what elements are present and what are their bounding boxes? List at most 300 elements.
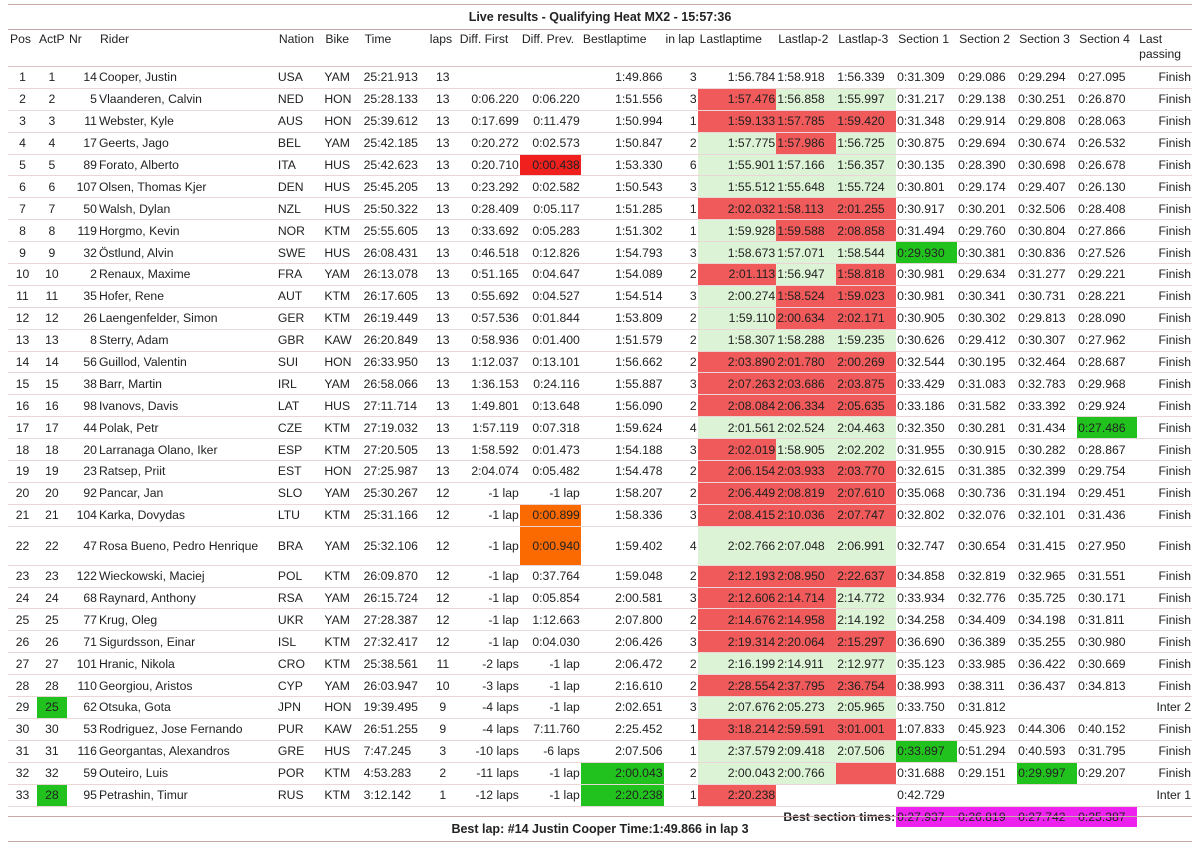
cell-diff-first: 0:20.710 xyxy=(458,154,520,176)
cell-lastlaptime: 2:20.238 xyxy=(698,784,777,806)
cell-lastlap-3: 3:01.001 xyxy=(836,718,896,740)
cell-actp: 25 xyxy=(37,697,67,719)
cell-lastlap-2: 2:59.591 xyxy=(776,718,836,740)
cell-nr: 92 xyxy=(67,482,98,504)
cell-time: 26:51.255 xyxy=(363,718,428,740)
cell-pos: 13 xyxy=(8,329,37,351)
cell-lastlaptime: 2:01.113 xyxy=(698,264,777,286)
cell-last-passing: Finish xyxy=(1137,631,1192,653)
cell-bestlaptime: 2:00.581 xyxy=(581,587,664,609)
cell-last-passing: Finish xyxy=(1137,461,1192,483)
cell-rider: Geerts, Jago xyxy=(98,132,277,154)
cell-time: 26:20.849 xyxy=(363,329,428,351)
table-row xyxy=(8,697,1192,719)
cell-time: 25:42.623 xyxy=(363,154,428,176)
cell-nr: 20 xyxy=(67,439,98,461)
table-row xyxy=(8,439,1192,461)
cell-last-passing: Finish xyxy=(1137,482,1192,504)
cell-section-2: 0:33.985 xyxy=(957,653,1017,675)
cell-lastlaptime: 1:55.901 xyxy=(698,154,777,176)
cell-lastlap-3: 1:55.724 xyxy=(836,176,896,198)
cell-bike: YAM xyxy=(323,482,362,504)
cell-pos: 2 xyxy=(8,88,37,110)
cell-diff-first: -10 laps xyxy=(458,740,520,762)
best-lap-footer: Best lap: #14 Justin Cooper Time:1:49.866 in lap 3 xyxy=(8,816,1192,842)
cell-diff-first: 0:06.220 xyxy=(458,88,520,110)
cell-lastlaptime: 2:07.676 xyxy=(698,697,777,719)
cell-section-1: 0:32.615 xyxy=(896,461,957,483)
cell-section-4: 0:30.980 xyxy=(1077,631,1137,653)
cell-lastlap-2: 1:58.905 xyxy=(776,439,836,461)
cell-lastlap-2: 2:37.795 xyxy=(776,675,836,697)
cell-pos: 31 xyxy=(8,740,37,762)
cell-section-3: 0:30.804 xyxy=(1017,220,1077,242)
cell-nr: 5 xyxy=(67,88,98,110)
table-row xyxy=(8,609,1192,631)
cell-lastlaptime: 2:07.263 xyxy=(698,373,777,395)
cell-bike: HON xyxy=(323,461,362,483)
cell-time: 27:32.417 xyxy=(363,631,428,653)
cell-bike: HON xyxy=(323,110,362,132)
cell-pos: 11 xyxy=(8,285,37,307)
cell-section-3: 0:30.674 xyxy=(1017,132,1077,154)
cell-section-4: 0:30.669 xyxy=(1077,653,1137,675)
cell-nr: 47 xyxy=(67,526,98,565)
cell-section-3: 0:32.783 xyxy=(1017,373,1077,395)
cell-rider: Vlaanderen, Calvin xyxy=(98,88,277,110)
cell-section-2: 0:29.086 xyxy=(957,67,1017,89)
header-time: Time xyxy=(363,30,428,67)
cell-in-lap: 1 xyxy=(664,740,698,762)
cell-section-2 xyxy=(957,784,1017,806)
cell-section-2: 0:51.294 xyxy=(957,740,1017,762)
cell-section-3: 0:35.255 xyxy=(1017,631,1077,653)
cell-pos: 20 xyxy=(8,482,37,504)
cell-pos: 17 xyxy=(8,417,37,439)
cell-in-lap: 2 xyxy=(664,329,698,351)
cell-time: 25:32.106 xyxy=(363,526,428,565)
cell-lastlaptime: 1:59.110 xyxy=(698,307,777,329)
cell-diff-first: 1:12.037 xyxy=(458,351,520,373)
cell-in-lap: 2 xyxy=(664,351,698,373)
cell-lastlaptime: 2:02.019 xyxy=(698,439,777,461)
cell-bestlaptime: 1:51.556 xyxy=(581,88,664,110)
cell-pos: 33 xyxy=(8,784,37,806)
cell-actp: 6 xyxy=(37,176,67,198)
cell-actp: 25 xyxy=(37,609,67,631)
cell-section-4: 0:27.962 xyxy=(1077,329,1137,351)
header-nr: Nr xyxy=(67,30,98,67)
cell-lastlap-2: 1:59.588 xyxy=(776,220,836,242)
cell-nation: ESP xyxy=(277,439,324,461)
cell-actp: 31 xyxy=(37,740,67,762)
cell-lastlap-3: 2:06.991 xyxy=(836,526,896,565)
cell-time: 25:55.605 xyxy=(363,220,428,242)
cell-time: 25:30.267 xyxy=(363,482,428,504)
cell-nation: PUR xyxy=(277,718,324,740)
cell-diff-first: 0:51.165 xyxy=(458,264,520,286)
cell-section-4: 0:26.532 xyxy=(1077,132,1137,154)
cell-diff-prev: 0:11.479 xyxy=(520,110,581,132)
cell-diff-first: -1 lap xyxy=(458,587,520,609)
cell-rider: Georgiou, Aristos xyxy=(98,675,277,697)
cell-section-3: 0:29.813 xyxy=(1017,307,1077,329)
cell-lastlaptime: 2:06.154 xyxy=(698,461,777,483)
cell-section-1: 0:36.690 xyxy=(896,631,957,653)
cell-rider: Raynard, Anthony xyxy=(98,587,277,609)
cell-in-lap: 3 xyxy=(664,67,698,89)
cell-section-1: 0:30.917 xyxy=(896,198,957,220)
cell-laps: 12 xyxy=(428,609,458,631)
cell-section-3: 0:29.997 xyxy=(1017,762,1077,784)
cell-lastlap-2: 1:55.648 xyxy=(776,176,836,198)
cell-pos: 27 xyxy=(8,653,37,675)
cell-laps: 13 xyxy=(428,307,458,329)
cell-last-passing: Finish xyxy=(1137,740,1192,762)
cell-section-2: 0:30.736 xyxy=(957,482,1017,504)
cell-section-4: 0:27.486 xyxy=(1077,417,1137,439)
cell-nation: CZE xyxy=(277,417,324,439)
cell-lastlaptime: 1:58.673 xyxy=(698,242,777,264)
cell-diff-prev: 0:01.473 xyxy=(520,439,581,461)
cell-section-3: 0:34.198 xyxy=(1017,609,1077,631)
cell-diff-first: -12 laps xyxy=(458,784,520,806)
cell-section-4: 0:28.687 xyxy=(1077,351,1137,373)
cell-bike: KTM xyxy=(323,220,362,242)
cell-lastlaptime: 2:00.274 xyxy=(698,285,777,307)
cell-section-3: 0:31.434 xyxy=(1017,417,1077,439)
cell-nation: POL xyxy=(277,565,324,587)
cell-diff-prev: 0:00.899 xyxy=(520,504,581,526)
cell-lastlap-3: 2:14.772 xyxy=(836,587,896,609)
cell-bike: KTM xyxy=(323,653,362,675)
cell-rider: Renaux, Maxime xyxy=(98,264,277,286)
cell-pos: 15 xyxy=(8,373,37,395)
cell-bike: YAM xyxy=(323,373,362,395)
cell-section-1: 0:32.747 xyxy=(896,526,957,565)
cell-section-1: 0:34.858 xyxy=(896,565,957,587)
cell-section-1: 0:30.801 xyxy=(896,176,957,198)
cell-pos: 7 xyxy=(8,198,37,220)
cell-lastlap-2: 1:58.524 xyxy=(776,285,836,307)
cell-bestlaptime: 1:56.662 xyxy=(581,351,664,373)
cell-lastlaptime: 1:55.512 xyxy=(698,176,777,198)
cell-section-2: 0:30.281 xyxy=(957,417,1017,439)
cell-bestlaptime: 1:51.579 xyxy=(581,329,664,351)
table-row xyxy=(8,461,1192,483)
cell-section-1: 0:30.626 xyxy=(896,329,957,351)
cell-nation: NED xyxy=(277,88,324,110)
cell-section-3: 0:44.306 xyxy=(1017,718,1077,740)
cell-pos: 5 xyxy=(8,154,37,176)
cell-time: 25:38.561 xyxy=(363,653,428,675)
cell-laps: 12 xyxy=(428,504,458,526)
cell-section-4 xyxy=(1077,697,1137,719)
cell-laps: 13 xyxy=(428,373,458,395)
cell-section-2: 0:30.302 xyxy=(957,307,1017,329)
cell-rider: Laengenfelder, Simon xyxy=(98,307,277,329)
table-row xyxy=(8,198,1192,220)
cell-lastlap-3: 1:58.544 xyxy=(836,242,896,264)
cell-section-4: 0:31.436 xyxy=(1077,504,1137,526)
cell-rider: Olsen, Thomas Kjer xyxy=(98,176,277,198)
cell-diff-first: 2:04.074 xyxy=(458,461,520,483)
cell-bestlaptime: 2:07.800 xyxy=(581,609,664,631)
cell-pos: 3 xyxy=(8,110,37,132)
table-row xyxy=(8,264,1192,286)
cell-last-passing: Inter 1 xyxy=(1137,784,1192,806)
cell-nation: FRA xyxy=(277,264,324,286)
cell-section-2: 0:45.923 xyxy=(957,718,1017,740)
cell-nation: SWE xyxy=(277,242,324,264)
cell-section-3: 0:30.307 xyxy=(1017,329,1077,351)
cell-laps: 9 xyxy=(428,697,458,719)
cell-time: 25:45.205 xyxy=(363,176,428,198)
best-section-4: 0:25.387 xyxy=(1077,806,1137,827)
cell-section-1: 0:31.217 xyxy=(896,88,957,110)
cell-lastlap-2: 1:58.288 xyxy=(776,329,836,351)
cell-section-2: 0:30.915 xyxy=(957,439,1017,461)
cell-actp: 20 xyxy=(37,482,67,504)
cell-section-2: 0:32.819 xyxy=(957,565,1017,587)
header-lastlap-3: Lastlap-3 xyxy=(836,30,896,67)
cell-actp: 18 xyxy=(37,439,67,461)
cell-lastlap-3: 2:02.202 xyxy=(836,439,896,461)
cell-lastlaptime: 1:57.476 xyxy=(698,88,777,110)
cell-nr: 62 xyxy=(67,697,98,719)
cell-in-lap: 2 xyxy=(664,762,698,784)
table-row xyxy=(8,718,1192,740)
cell-rider: Webster, Kyle xyxy=(98,110,277,132)
cell-bike: HON xyxy=(323,697,362,719)
cell-rider: Wieckowski, Maciej xyxy=(98,565,277,587)
cell-diff-first: -1 lap xyxy=(458,482,520,504)
cell-bike: YAM xyxy=(323,132,362,154)
cell-pos: 8 xyxy=(8,220,37,242)
cell-section-4: 0:28.408 xyxy=(1077,198,1137,220)
cell-lastlaptime: 2:14.676 xyxy=(698,609,777,631)
cell-actp: 19 xyxy=(37,461,67,483)
cell-laps: 12 xyxy=(428,631,458,653)
table-row xyxy=(8,67,1192,89)
cell-section-3: 0:31.194 xyxy=(1017,482,1077,504)
table-row xyxy=(8,395,1192,417)
cell-rider: Petrashin, Timur xyxy=(98,784,277,806)
cell-in-lap: 3 xyxy=(664,439,698,461)
cell-last-passing: Finish xyxy=(1137,67,1192,89)
cell-section-2: 0:29.694 xyxy=(957,132,1017,154)
cell-section-4: 0:28.867 xyxy=(1077,439,1137,461)
cell-section-1: 0:32.350 xyxy=(896,417,957,439)
cell-nation: GBR xyxy=(277,329,324,351)
cell-nr: 119 xyxy=(67,220,98,242)
cell-diff-prev: 0:07.318 xyxy=(520,417,581,439)
table-row xyxy=(8,110,1192,132)
cell-last-passing: Finish xyxy=(1137,675,1192,697)
cell-section-4: 0:26.678 xyxy=(1077,154,1137,176)
cell-diff-prev: 0:00.940 xyxy=(520,526,581,565)
cell-section-1: 0:32.802 xyxy=(896,504,957,526)
cell-laps: 13 xyxy=(428,67,458,89)
cell-nr: 53 xyxy=(67,718,98,740)
cell-lastlap-3: 2:04.463 xyxy=(836,417,896,439)
cell-section-2: 0:29.760 xyxy=(957,220,1017,242)
cell-lastlap-3: 1:56.357 xyxy=(836,154,896,176)
cell-last-passing: Finish xyxy=(1137,88,1192,110)
cell-nr: 26 xyxy=(67,307,98,329)
best-section-1: 0:27.937 xyxy=(896,806,957,827)
cell-lastlap-3: 1:56.725 xyxy=(836,132,896,154)
cell-laps: 13 xyxy=(428,110,458,132)
cell-section-4: 0:27.950 xyxy=(1077,526,1137,565)
cell-bestlaptime: 1:59.048 xyxy=(581,565,664,587)
cell-section-3: 0:30.698 xyxy=(1017,154,1077,176)
cell-section-1: 0:31.494 xyxy=(896,220,957,242)
cell-diff-first: -4 laps xyxy=(458,718,520,740)
cell-time: 27:19.032 xyxy=(363,417,428,439)
cell-bike: KAW xyxy=(323,329,362,351)
cell-actp: 7 xyxy=(37,198,67,220)
cell-nr: 110 xyxy=(67,675,98,697)
cell-nation: LTU xyxy=(277,504,324,526)
cell-lastlap-2: 2:14.911 xyxy=(776,653,836,675)
cell-rider: Polak, Petr xyxy=(98,417,277,439)
cell-diff-first: -3 laps xyxy=(458,675,520,697)
cell-bike: KTM xyxy=(323,285,362,307)
cell-bestlaptime: 1:58.336 xyxy=(581,504,664,526)
cell-section-2: 0:28.390 xyxy=(957,154,1017,176)
cell-lastlaptime: 2:16.199 xyxy=(698,653,777,675)
cell-bike: YAM xyxy=(323,609,362,631)
cell-diff-prev: -1 lap xyxy=(520,784,581,806)
cell-laps: 13 xyxy=(428,264,458,286)
cell-nr: 32 xyxy=(67,242,98,264)
cell-pos: 4 xyxy=(8,132,37,154)
cell-lastlap-2: 2:03.933 xyxy=(776,461,836,483)
cell-lastlap-2: 2:08.950 xyxy=(776,565,836,587)
cell-last-passing: Finish xyxy=(1137,329,1192,351)
table-row xyxy=(8,285,1192,307)
cell-lastlap-3: 2:02.171 xyxy=(836,307,896,329)
cell-lastlap-2: 1:56.858 xyxy=(776,88,836,110)
cell-bike: HON xyxy=(323,88,362,110)
cell-last-passing: Finish xyxy=(1137,526,1192,565)
cell-rider: Hranic, Nikola xyxy=(98,653,277,675)
cell-actp: 30 xyxy=(37,718,67,740)
cell-time: 27:25.987 xyxy=(363,461,428,483)
cell-section-3: 0:29.294 xyxy=(1017,67,1077,89)
cell-lastlaptime: 2:01.561 xyxy=(698,417,777,439)
cell-laps: 13 xyxy=(428,198,458,220)
cell-section-1: 0:29.930 xyxy=(896,242,957,264)
cell-bike: YAM xyxy=(323,526,362,565)
cell-diff-prev: 0:05.854 xyxy=(520,587,581,609)
cell-section-3: 0:32.464 xyxy=(1017,351,1077,373)
cell-bike: KTM xyxy=(323,762,362,784)
header-section-4: Section 4 xyxy=(1077,30,1137,67)
cell-lastlap-2: 2:20.064 xyxy=(776,631,836,653)
cell-nr: 56 xyxy=(67,351,98,373)
cell-diff-prev: 0:37.764 xyxy=(520,565,581,587)
cell-section-4: 0:27.095 xyxy=(1077,67,1137,89)
cell-section-1: 1:07.833 xyxy=(896,718,957,740)
cell-pos: 9 xyxy=(8,242,37,264)
cell-nr: 44 xyxy=(67,417,98,439)
cell-section-1: 0:33.429 xyxy=(896,373,957,395)
cell-in-lap: 2 xyxy=(664,565,698,587)
cell-nation: BRA xyxy=(277,526,324,565)
cell-section-2: 0:30.201 xyxy=(957,198,1017,220)
cell-laps: 1 xyxy=(428,784,458,806)
header-section-2: Section 2 xyxy=(957,30,1017,67)
header-actp: ActP xyxy=(37,30,67,67)
cell-time: 26:33.950 xyxy=(363,351,428,373)
cell-last-passing: Finish xyxy=(1137,176,1192,198)
table-row xyxy=(8,587,1192,609)
cell-diff-first: -1 lap xyxy=(458,609,520,631)
cell-time: 7:47.245 xyxy=(363,740,428,762)
cell-bike: HUS xyxy=(323,242,362,264)
header-pos: Pos xyxy=(8,30,37,67)
cell-lastlap-3: 1:59.023 xyxy=(836,285,896,307)
cell-nation: POR xyxy=(277,762,324,784)
cell-lastlap-2: 1:57.166 xyxy=(776,154,836,176)
cell-in-lap: 1 xyxy=(664,220,698,242)
cell-section-4: 0:31.811 xyxy=(1077,609,1137,631)
cell-pos: 19 xyxy=(8,461,37,483)
header-in-lap: in lap xyxy=(664,30,698,67)
cell-nation: EST xyxy=(277,461,324,483)
cell-lastlaptime: 2:02.032 xyxy=(698,198,777,220)
cell-lastlap-2: 1:57.785 xyxy=(776,110,836,132)
cell-section-2: 0:30.381 xyxy=(957,242,1017,264)
cell-bestlaptime: 1:50.543 xyxy=(581,176,664,198)
cell-section-2: 0:29.634 xyxy=(957,264,1017,286)
cell-section-1: 0:30.981 xyxy=(896,264,957,286)
cell-lastlap-3: 2:03.770 xyxy=(836,461,896,483)
cell-lastlap-3 xyxy=(836,784,896,806)
cell-diff-prev: 0:04.030 xyxy=(520,631,581,653)
cell-diff-prev: -1 lap xyxy=(520,653,581,675)
cell-time: 25:31.166 xyxy=(363,504,428,526)
cell-section-3: 0:36.422 xyxy=(1017,653,1077,675)
cell-pos: 23 xyxy=(8,565,37,587)
cell-pos: 18 xyxy=(8,439,37,461)
cell-pos: 30 xyxy=(8,718,37,740)
cell-diff-first xyxy=(458,67,520,89)
cell-bike: YAM xyxy=(323,67,362,89)
header-lastlap-2: Lastlap-2 xyxy=(776,30,836,67)
cell-rider: Pancar, Jan xyxy=(98,482,277,504)
cell-section-2: 0:30.195 xyxy=(957,351,1017,373)
header-rider: Rider xyxy=(98,30,277,67)
cell-in-lap: 3 xyxy=(664,504,698,526)
cell-nr: 38 xyxy=(67,373,98,395)
cell-section-4: 0:29.754 xyxy=(1077,461,1137,483)
cell-pos: 12 xyxy=(8,307,37,329)
cell-time: 25:42.185 xyxy=(363,132,428,154)
cell-diff-prev: 0:01.400 xyxy=(520,329,581,351)
cell-nr: 68 xyxy=(67,587,98,609)
cell-actp: 24 xyxy=(37,587,67,609)
cell-bestlaptime: 1:50.847 xyxy=(581,132,664,154)
cell-nr: 59 xyxy=(67,762,98,784)
cell-section-2: 0:31.385 xyxy=(957,461,1017,483)
cell-lastlap-3: 2:05.965 xyxy=(836,697,896,719)
cell-in-lap: 3 xyxy=(664,176,698,198)
cell-lastlap-2: 2:05.273 xyxy=(776,697,836,719)
cell-section-3: 0:32.399 xyxy=(1017,461,1077,483)
